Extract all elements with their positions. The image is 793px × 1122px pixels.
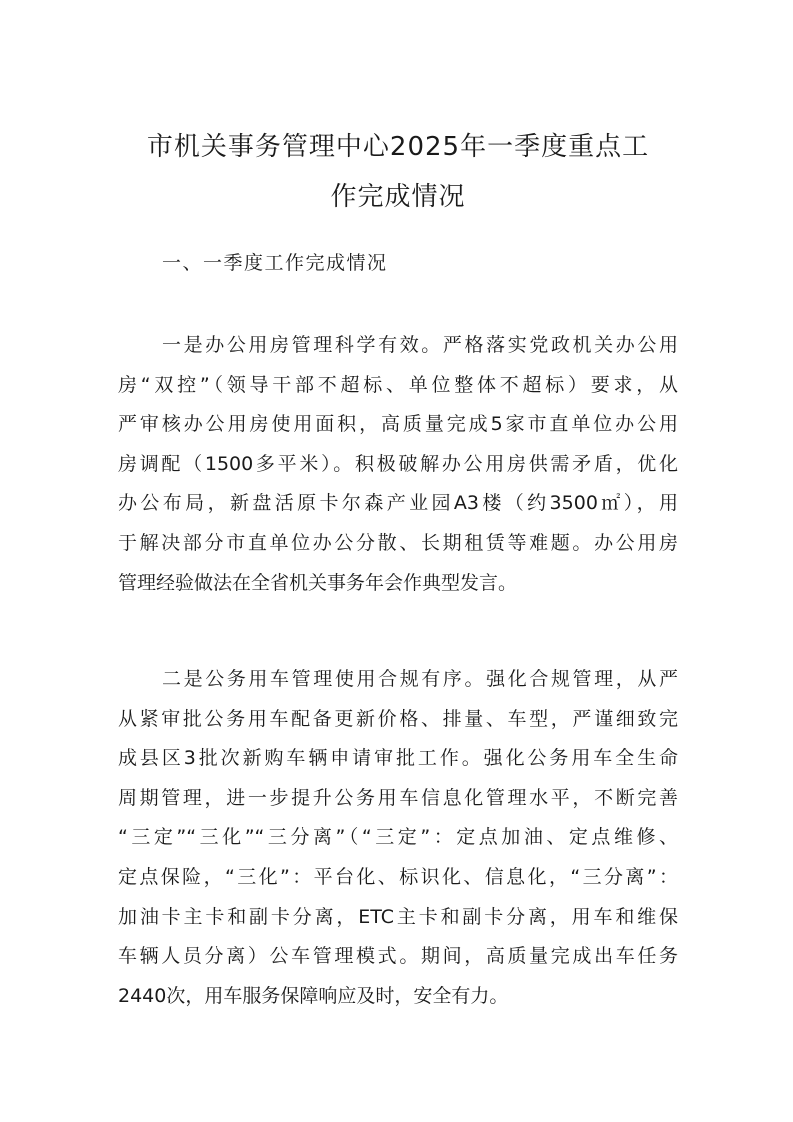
paragraph-line: 从紧审批公务用车配备更新价格、排量、车型，严谨细致完: [118, 707, 678, 730]
paragraph-official-vehicles: [118, 660, 678, 1016]
title-line: 市机关事务管理中心2025年一季度重点工: [146, 132, 650, 162]
paragraph-line: 严审核办公用房使用面积，高质量完成5家市直单位办公用: [118, 413, 678, 436]
section-heading: 一、一季度工作完成情况: [162, 252, 388, 274]
paragraph-line: 房“双控”（领导干部不超标、单位整体不超标）要求，从: [118, 373, 678, 396]
paragraph-line: 加油卡主卡和副卡分离，ETC主卡和副卡分离，用车和维保: [118, 905, 678, 928]
paragraph-office-space: [118, 326, 678, 603]
paragraph-line: 二是公务用车管理使用合规有序。强化合规管理，从严: [162, 668, 678, 690]
title-line: 作完成情况: [330, 182, 466, 212]
paragraph-line: 2440次，用车服务保障响应及时，安全有力。: [118, 984, 509, 1007]
paragraph-line: 一是办公用房管理科学有效。严格落实党政机关办公用: [162, 334, 678, 356]
paragraph-line: 周期管理，进一步提升公务用车信息化管理水平，不断完善: [118, 786, 678, 809]
paragraph-line: 定点保险，“三化”：平台化、标识化、信息化，“三分离”：: [118, 865, 678, 888]
paragraph-line: 于解决部分市直单位办公分散、长期租赁等难题。办公用房: [118, 531, 678, 554]
document-title: [118, 122, 678, 222]
paragraph-line: “三定”“三化”“三分离”（“三定”：定点加油、定点维修、: [118, 826, 678, 849]
paragraph-line: 管理经验做法在全省机关事务年会作典型发言。: [118, 571, 518, 594]
paragraph-line: 成县区3批次新购车辆申请审批工作。强化公务用车全生命: [118, 747, 678, 770]
paragraph-line: 房调配（1500多平米）。积极破解办公用房供需矛盾，优化: [118, 452, 678, 475]
paragraph-line: 车辆人员分离）公车管理模式。期间，高质量完成出车任务: [118, 945, 678, 968]
paragraph-line: 办公布局，新盘活原卡尔森产业园A3楼（约3500㎡），用: [118, 492, 678, 515]
